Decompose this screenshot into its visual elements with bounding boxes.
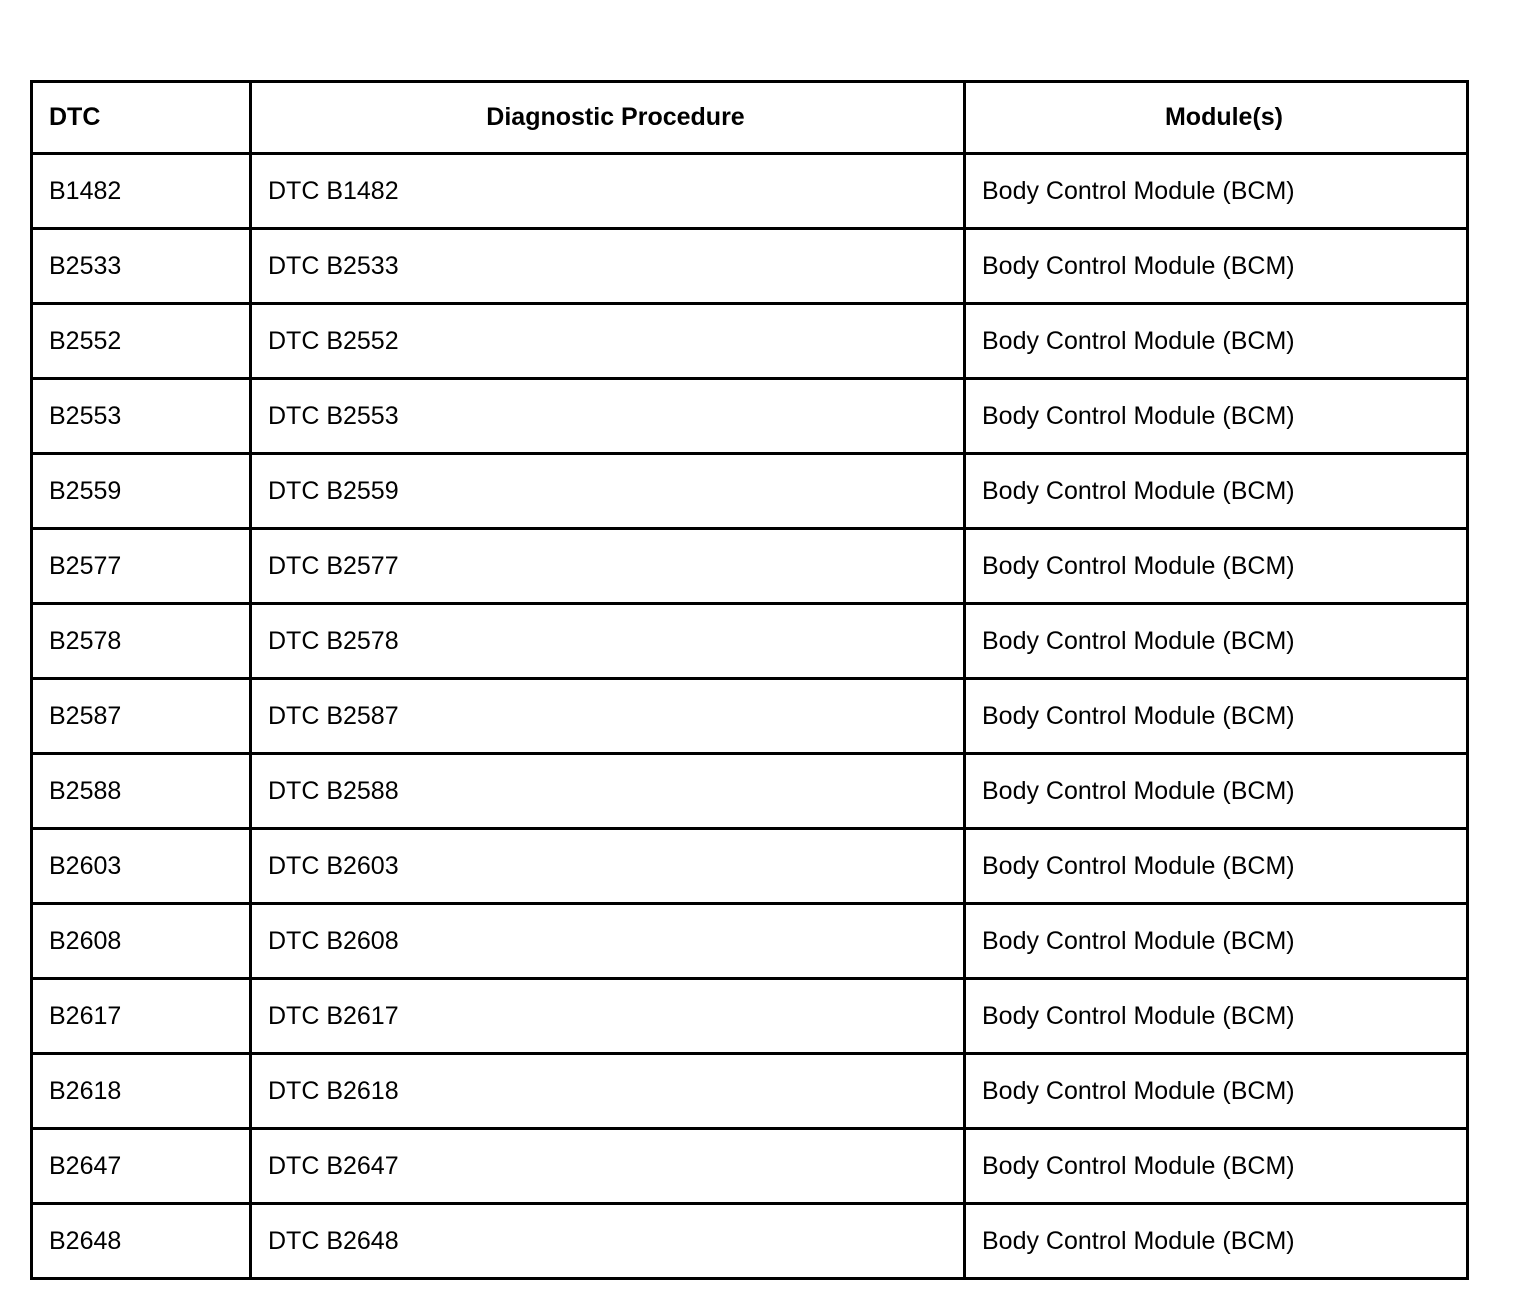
header-diagnostic-procedure: Diagnostic Procedure	[251, 82, 965, 154]
diagnostic-procedure-cell: DTC B2578	[251, 604, 965, 679]
dtc-code-cell: B2559	[32, 454, 251, 529]
module-cell: Body Control Module (BCM)	[965, 379, 1468, 454]
module-cell: Body Control Module (BCM)	[965, 154, 1468, 229]
table-row	[32, 529, 1468, 604]
table-row	[32, 679, 1468, 754]
diagnostic-procedure-cell: DTC B2552	[251, 304, 965, 379]
dtc-code-cell: B2578	[32, 604, 251, 679]
dtc-code-cell: B2618	[32, 1054, 251, 1129]
table-row	[32, 379, 1468, 454]
dtc-code-cell: B2533	[32, 229, 251, 304]
module-cell: Body Control Module (BCM)	[965, 829, 1468, 904]
diagnostic-procedure-cell: DTC B2618	[251, 1054, 965, 1129]
header-modules: Module(s)	[965, 82, 1468, 154]
diagnostic-procedure-cell: DTC B2533	[251, 229, 965, 304]
dtc-code-cell: B2552	[32, 304, 251, 379]
diagnostic-procedure-cell: DTC B1482	[251, 154, 965, 229]
dtc-code-cell: B2588	[32, 754, 251, 829]
module-cell: Body Control Module (BCM)	[965, 529, 1468, 604]
diagnostic-procedure-cell: DTC B2647	[251, 1129, 965, 1204]
dtc-code-cell: B2587	[32, 679, 251, 754]
header-dtc: DTC	[32, 82, 251, 154]
table-row	[32, 1054, 1468, 1129]
table-row	[32, 979, 1468, 1054]
module-cell: Body Control Module (BCM)	[965, 679, 1468, 754]
diagnostic-procedure-cell: DTC B2553	[251, 379, 965, 454]
module-cell: Body Control Module (BCM)	[965, 904, 1468, 979]
dtc-code-cell: B2648	[32, 1204, 251, 1279]
dtc-table	[30, 80, 1469, 1280]
dtc-code-cell: B2553	[32, 379, 251, 454]
table-row	[32, 304, 1468, 379]
diagnostic-procedure-cell: DTC B2648	[251, 1204, 965, 1279]
dtc-code-cell: B2647	[32, 1129, 251, 1204]
dtc-code-cell: B2608	[32, 904, 251, 979]
diagnostic-procedure-cell: DTC B2617	[251, 979, 965, 1054]
table-row	[32, 604, 1468, 679]
module-cell: Body Control Module (BCM)	[965, 754, 1468, 829]
module-cell: Body Control Module (BCM)	[965, 979, 1468, 1054]
module-cell: Body Control Module (BCM)	[965, 1129, 1468, 1204]
dtc-code-cell: B1482	[32, 154, 251, 229]
table-row	[32, 454, 1468, 529]
table-row	[32, 1204, 1468, 1279]
diagnostic-procedure-cell: DTC B2603	[251, 829, 965, 904]
module-cell: Body Control Module (BCM)	[965, 454, 1468, 529]
module-cell: Body Control Module (BCM)	[965, 1054, 1468, 1129]
dtc-code-cell: B2603	[32, 829, 251, 904]
module-cell: Body Control Module (BCM)	[965, 229, 1468, 304]
table-row	[32, 754, 1468, 829]
table-header	[32, 82, 1468, 154]
diagnostic-procedure-cell: DTC B2587	[251, 679, 965, 754]
diagnostic-procedure-cell: DTC B2559	[251, 454, 965, 529]
table-row	[32, 154, 1468, 229]
dtc-code-cell: B2617	[32, 979, 251, 1054]
diagnostic-procedure-cell: DTC B2588	[251, 754, 965, 829]
module-cell: Body Control Module (BCM)	[965, 604, 1468, 679]
table-body	[32, 154, 1468, 1279]
diagnostic-procedure-cell: DTC B2577	[251, 529, 965, 604]
table-row	[32, 229, 1468, 304]
table-row	[32, 1129, 1468, 1204]
diagnostic-procedure-cell: DTC B2608	[251, 904, 965, 979]
module-cell: Body Control Module (BCM)	[965, 1204, 1468, 1279]
dtc-code-cell: B2577	[32, 529, 251, 604]
table-row	[32, 829, 1468, 904]
module-cell: Body Control Module (BCM)	[965, 304, 1468, 379]
table-row	[32, 904, 1468, 979]
header-row	[32, 82, 1468, 154]
